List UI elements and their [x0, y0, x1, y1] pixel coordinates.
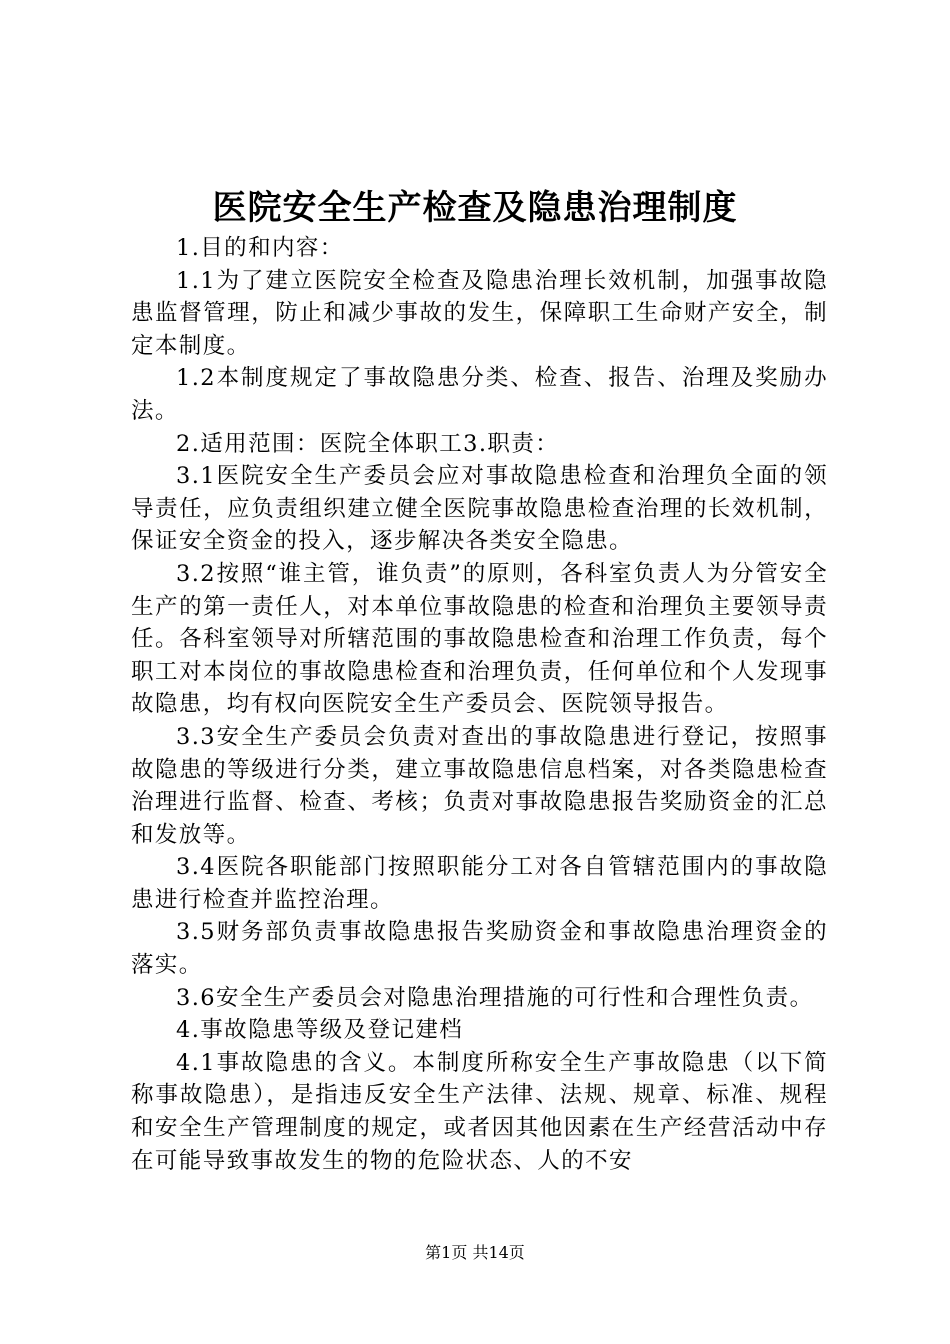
- paragraph-purpose: 1.目的和内容：: [176, 235, 344, 261]
- paragraph-section-4: 4.事故隐患等级及登记建档: [176, 1017, 464, 1044]
- paragraph-1-2: 1.2本制度规定了事故隐患分类、检查、报告、治理及奖励办法。: [131, 365, 828, 424]
- paragraph-1-1: 1.1为了建立医院安全检查及隐患治理长效机制，加强事故隐患监督管理，防止和减少事故的发生，保障职工生命财产安全，制定本制度。: [131, 267, 828, 359]
- paragraph-3-4: 3.4医院各职能部门按照职能分工对各自管辖范围内的事故隐患进行检查并监控治理。: [131, 854, 828, 913]
- page-footer: 第1页 共14页: [425, 1243, 525, 1262]
- paragraph-3-2: 3.2按照“谁主管，谁负责”的原则，各科室负责人为分管安全生产的第一责任人，对本单位事故隐患的检查和治理负主要领导责任。各科室领导对所辖范围的事故隐患检查和治理工作负责，每个职工对本岗位的事故隐患检查和治理负责，任何单位和个人发现事故隐患，均有权向医院安全生产委员会、医院领导报告。: [131, 560, 828, 718]
- paragraph-4-1: 4.1事故隐患的含义。本制度所称安全生产事故隐患（以下简称事故隐患），是指违反安全生产法律、法规、规章、标准、规程和安全生产管理制度的规定，或者因其他因素在生产经营活动中存在可能导致事故发生的物的危险状态、人的不安: [131, 1049, 828, 1174]
- document-body: [131, 232, 828, 1177]
- paragraph-3-5: 3.5财务部负责事故隐患报告奖励资金和事故隐患治理资金的落实。: [131, 919, 828, 979]
- paragraph-3-1: 3.1医院安全生产委员会应对事故隐患检查和治理负全面的领导责任，应负责组织建立健全医院事故隐患检查治理的长效机制，保证安全资金的投入，逐步解决各类安全隐患。: [131, 463, 828, 555]
- paragraph-3-3: 3.3安全生产委员会负责对查出的事故隐患进行登记，按照事故隐患的等级进行分类，建立事故隐患信息档案，对各类隐患检查治理进行监督、检查、考核；负责对事故隐患报告奖励资金的汇总和发放等。: [131, 723, 828, 848]
- document-title: 医院安全生产检查及隐患治理制度: [212, 188, 738, 228]
- paragraph-3-6: 3.6安全生产委员会对隐患治理措施的可行性和合理性负责。: [176, 984, 814, 1011]
- paragraph-scope: 2.适用范围：医院全体职工3.职责：: [176, 430, 560, 457]
